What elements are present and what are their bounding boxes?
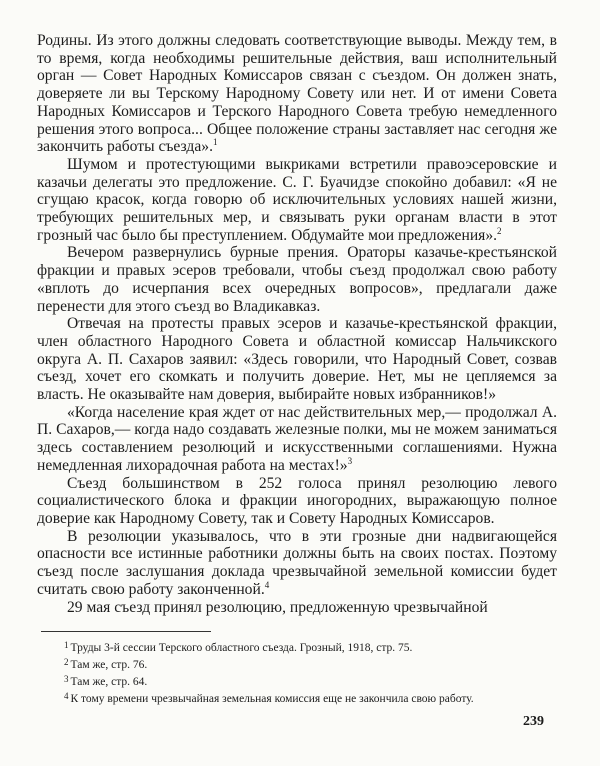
footnote-3: $^3$ Там же, стр. 64. [64,674,148,688]
paragraph-7: В резолюции указывалось, что в эти грозные дни надвигающейся опасности все истинные работники должны быть на своих постах. Поэтому съезд после заслушания доклада чрезвычайной земельной комиссии будет считать свою работу законченной.$^4$ [37,527,557,598]
paragraph-5: «Когда население края ждет от нас действительных мер,— продолжал А. П. Сахаров,— когда надо создавать железные полки, мы не можем заниматься здесь составлением резолюций и искусственными соглашениями. Нужна немедленная лихорадочная работа на местах!»$^3$ [37,403,557,474]
paragraph-2: Шумом и протестующими выкриками встретили правоэсеровские и казачьи делегаты это предложение. С. Г. Буачидзе спокойно добавил: «Я не сгущаю красок, когда говорю об исключительных условиях нашей жизни, требующих решительных мер, и связывать руки органам власти в этот грозный час было бы преступлением. Обдумайте мои предложения».$^2$ [37,155,557,244]
footnote-4: $^4$ К тому времени чрезвычайная земельная комиссия еще не закончила свою работу. [64,691,474,705]
footnote-divider [41,631,211,632]
footnote-ref-4: 4 [264,579,270,590]
footnotes [41,638,555,706]
paragraph-1: Родины. Из этого должны следовать соответствующие выводы. Между тем, в то время, когда необходимы решительные действия, ваш исполнительный орган — Совет Народных Комиссаров связан с съездом. Он должен знать, доверяете ли вы Терскому Народному Совету или нет. И от имени Совета Народных Комиссаров и Терского Народного Совета требую немедленного решения этого вопроса... Общее положение страны заставляет нас сегодня же закончить работы съезда».$^1$ [37,32,557,156]
footnote-ref-2: 2 [497,225,502,236]
page-number: 239 [523,714,544,729]
footnote-ref-1: 1 [212,137,218,148]
paragraph-8: 29 мая съезд принял резолюцию, предложенную чрезвычайной [67,598,488,616]
paragraph-6: Съезд большинством в 252 голоса принял резолюцию левого социалистического блока и фракции иногородних, выражающую полное доверие как Народному Совету, так и Совету Народных Комиссаров. [37,474,557,527]
body-text [37,32,557,616]
footnote-ref-3: 3 [347,455,353,466]
footnote-1: $^1$ Труды 3-й сессии Терского областного съезда. Грозный, 1918, стр. 75. [64,640,413,654]
footnote-2: $^2$ Там же, стр. 76. [64,657,148,671]
paragraph-3: Вечером развернулись бурные прения. Ораторы казачье-крестьянской фракции и правых эсеров требовали, чтобы съезд продолжал свою работу «вплоть до исчерпания всех очередных вопросов», предлагали даже перенести для этого съезд во Владикавказ. [37,244,557,315]
paragraph-4: Отвечая на протесты правых эсеров и казачье-крестьянской фракции, член областного Народного Совета и областной комиссар Нальчикского округа А. П. Сахаров заявил: «Здесь говорили, что Народный Совет, созвав съезд, хочет его скомкать и получить доверие. Нет, мы не цепляемся за власть. Не оказывайте нам доверия, выбирайте новых избранников!» [37,315,557,404]
